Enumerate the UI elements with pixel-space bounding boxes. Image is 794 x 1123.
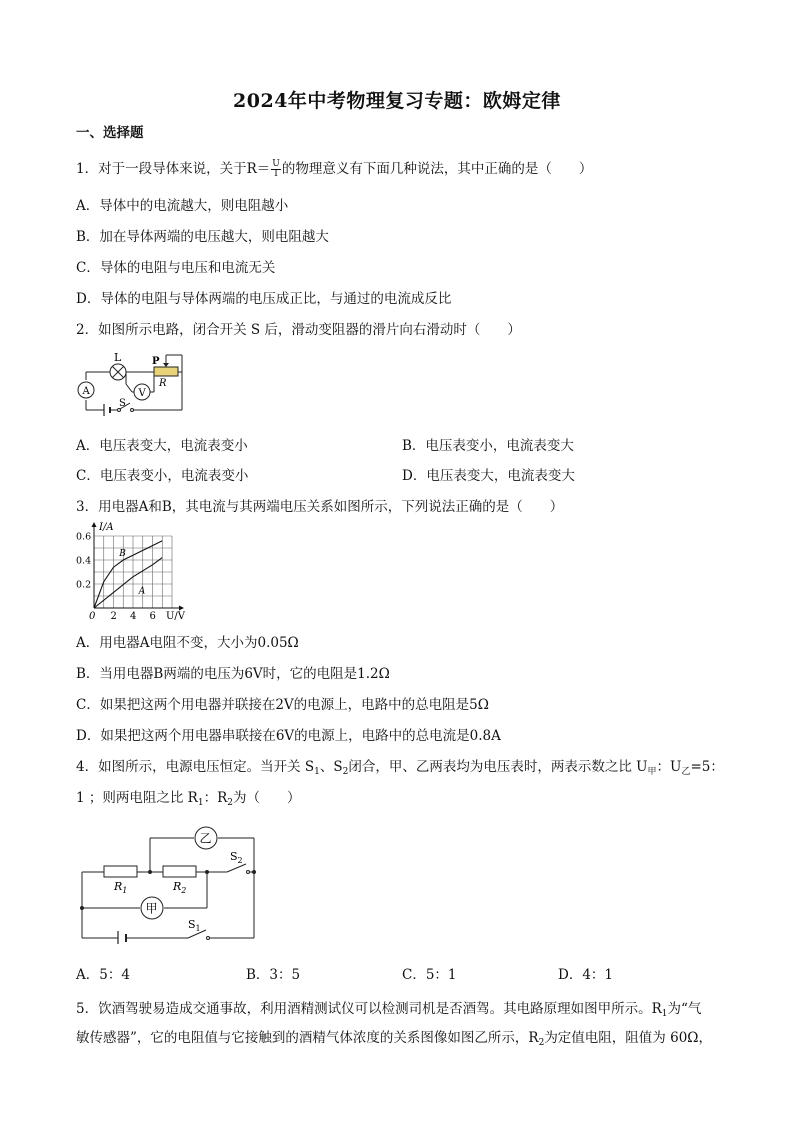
page-title: 2024年中考物理复习专题：欧姆定律 — [233, 90, 561, 112]
y-axis-arrow — [92, 522, 97, 527]
q3-option-d: D．如果把这两个用电器串联接在6V的电源上，电路中的总电流是0.8A — [76, 728, 501, 744]
chart-grid — [94, 536, 172, 608]
q4-l1-sub2: 2 — [342, 767, 349, 777]
q4-option-a: A．5：4 — [76, 967, 130, 983]
q3-option-c: C．如果把这两个用电器并联接在2V的电源上，电路中的总电阻是5Ω — [76, 697, 489, 713]
q3-stem: 3．用电器A和B，其电流与其两端电压关系如图所示，下列说法正确的是（ ） — [76, 499, 564, 515]
label-s2: $S_2$ — [230, 850, 243, 865]
x-tick-label: 2 — [110, 611, 117, 622]
series-label-A: A — [138, 586, 146, 597]
q2-option-c: C．电压表变小，电流表变小 — [76, 468, 249, 484]
x-tick-label: 0 — [89, 611, 96, 622]
label-p: P — [152, 356, 160, 367]
label-r: R — [159, 378, 167, 389]
q4-l1-sub-yi: 乙 — [681, 767, 691, 777]
junction-dot — [80, 906, 84, 910]
chart-axes — [92, 522, 185, 611]
series-label-B: B — [119, 549, 126, 559]
q4-l2-sub1: 1 — [197, 798, 204, 808]
q4-l1-b: 、S — [319, 759, 343, 775]
q4-l1-d: ：U — [656, 759, 682, 775]
q4-option-b: B．3：5 — [246, 967, 301, 983]
label-a: A — [82, 386, 90, 397]
resistor-r2 — [163, 866, 196, 877]
q2-stem: 2．如图所示电路，闭合开关 S 后，滑动变阻器的滑片向右滑动时（ ） — [76, 322, 521, 338]
q4-l1-c: 闭合，甲、乙两表均为电压表时，两表示数之比 U — [348, 759, 648, 775]
q4-option-d: D．4：1 — [558, 967, 614, 983]
label-r1: $R_1$ — [114, 880, 128, 895]
q1-stem — [76, 160, 592, 179]
label-v: V — [138, 388, 146, 399]
x-tick-label: 6 — [149, 611, 156, 622]
q2-option-a: A．电压表变大，电流表变小 — [76, 438, 248, 454]
resistor-r1 — [104, 866, 137, 877]
q4-option-c: C．5：1 — [402, 967, 457, 983]
q3-iv-chart — [74, 520, 196, 622]
junction-dot — [148, 870, 152, 874]
label-s1: $S_1$ — [188, 918, 201, 933]
q4-l2-a: 1 ；则两电阻之比 R — [76, 790, 198, 806]
chart-series — [94, 541, 162, 608]
label-meter-jia: 甲 — [145, 901, 158, 916]
q5-l1-b: 为“气 — [667, 1001, 702, 1017]
label-meter-yi: 乙 — [199, 831, 212, 846]
q4-l2-sub2: 2 — [227, 798, 233, 808]
label-s: S — [119, 398, 126, 409]
q1-stem-post: 的物理意义有下面几种说法，其中正确的是（ ） — [281, 161, 593, 177]
q3-option-b: B．当用电器B两端的电压为6V时，它的电阻是1.2Ω — [76, 666, 390, 682]
junction-dot — [205, 870, 209, 874]
q2-circuit-diagram — [70, 350, 190, 422]
q4-stem-line1 — [76, 758, 724, 781]
x-axis-arrow — [179, 606, 184, 611]
q1-option-c: C．导体的电阻与电压和电流无关 — [76, 260, 276, 276]
junction-dot — [252, 870, 256, 874]
label-l: L — [114, 351, 122, 364]
y-tick-label: 0.2 — [76, 579, 92, 591]
q5-l1-sub: 1 — [661, 1009, 668, 1019]
q4-l2-c: 为（ ） — [232, 790, 301, 806]
label-r2: $R_2$ — [173, 880, 187, 895]
q5-l1-a: 5．饮酒驾驶易造成交通事故，利用酒精测试仪可以检测司机是否酒驾。其电路原理如图甲所示。R — [76, 1001, 662, 1017]
q5-l2-a: 敏传感器”，它的电阻值与它接触到的酒精气体浓度的关系图像如图乙所示，R — [76, 1030, 539, 1046]
q1-frac-num: U — [272, 159, 280, 169]
q1-option-b: B．加在导体两端的电压越大，则电阻越大 — [76, 229, 329, 245]
q1-fraction — [271, 160, 281, 179]
series-line-A — [94, 558, 162, 608]
q1-stem-pre: 1．对于一段导体来说，关于R＝ — [76, 161, 271, 177]
q4-l1-e: =5： — [690, 759, 724, 775]
q5-stem-line1 — [76, 1000, 701, 1023]
q5-stem-line2 — [76, 1029, 712, 1052]
x-tick-label: 4 — [130, 611, 137, 622]
q1-option-d: D．导体的电阻与导体两端的电压成正比，与通过的电流成反比 — [76, 291, 452, 307]
series-line-B — [94, 541, 162, 608]
switch-s2 — [227, 864, 250, 874]
q5-l2-sub: 2 — [538, 1038, 545, 1048]
q4-circuit-diagram — [74, 824, 264, 944]
q4-l1-a: 4．如图所示，电源电压恒定。当开关 S — [76, 759, 315, 775]
section-heading: 一、选择题 — [76, 125, 144, 141]
q4-l1-sub-jia: 甲 — [647, 767, 657, 777]
lamp-l-icon — [110, 364, 126, 380]
x-axis-label: U/V — [166, 611, 186, 622]
q4-stem-line2 — [76, 789, 300, 812]
q4-l1-sub1: 1 — [314, 767, 320, 777]
q2-option-b: B．电压表变小，电流表变大 — [402, 438, 574, 454]
q5-l2-b: 为定值电阻，阻值为 60Ω， — [544, 1030, 712, 1046]
q1-option-a: A．导体中的电流越大，则电阻越小 — [76, 198, 289, 214]
q2-option-d: D．电压表变大，电流表变大 — [402, 468, 575, 484]
slider-p-icon — [163, 360, 169, 367]
y-tick-label: 0.4 — [76, 555, 92, 567]
y-tick-label: 0.6 — [76, 531, 92, 543]
q4-l2-b: ：R — [203, 790, 228, 806]
y-axis-label: I/A — [99, 522, 114, 533]
q3-option-a: A．用电器A电阻不变，大小为0.05Ω — [76, 635, 299, 651]
q1-frac-den: I — [274, 169, 278, 179]
